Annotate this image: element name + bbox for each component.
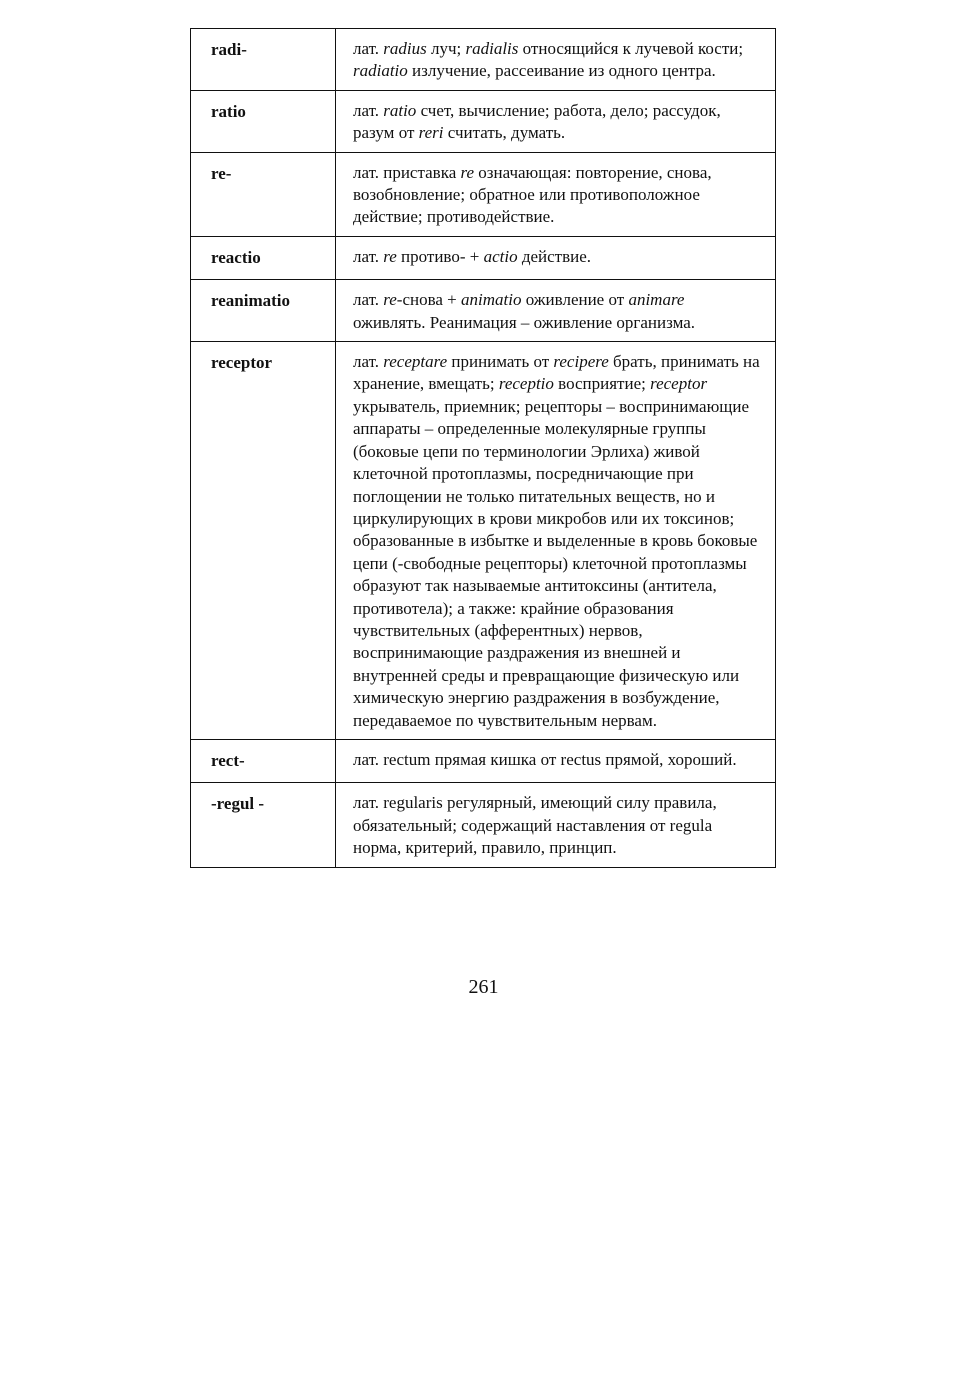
- table-row: [191, 152, 776, 236]
- table-row: [191, 29, 776, 91]
- table-row: [191, 783, 776, 867]
- definition-receptor: лат. receptare принимать от recipere брать, принимать на хранение, вмещать; receptio восприятие; receptor укрыватель, приемник; рецепторы – воспринимающие аппараты – определенные молекулярные группы (боковые цепи по терминологии Эрлиха) живой клеточной протоплазмы, посредничающие при поглощении не только питательных веществ, но и циркулирующих в крови микробов или их токсинов; образованные в избытке и выделенные в кровь боковые цепи (-свободные рецепторы) клеточной протоплазмы образуют так называемые антитоксины (антитела, противотела); а также: крайние образования чувствительных (афферентных) нервов, воспринимающие раздражения из внешней и внутренней среды и превращающие физическую или химическую энергию раздражения в возбуждение, передаваемое по чувствительным нервам.: [336, 342, 776, 740]
- table-row: [191, 739, 776, 782]
- glossary-body: [191, 29, 776, 868]
- table-row: [191, 90, 776, 152]
- term-radi: radi-: [191, 29, 336, 91]
- term-receptor: receptor: [191, 342, 336, 740]
- definition-regul: лат. regularis регулярный, имеющий силу правила, обязательный; содержащий наставления от regula норма, критерий, правило, принцип.: [336, 783, 776, 867]
- definition-reanimatio: лат. re-снова + animatio оживление от animare оживлять. Реанимация – оживление организма.: [336, 280, 776, 342]
- term-reactio: reactio: [191, 236, 336, 279]
- definition-re: лат. приставка re означающая: повторение, снова, возобновление; обратное или противоположное действие; противодействие.: [336, 152, 776, 236]
- glossary-table: [190, 28, 776, 868]
- table-row: [191, 236, 776, 279]
- definition-reactio: лат. re противо- + actio действие.: [336, 236, 776, 279]
- term-re: re-: [191, 152, 336, 236]
- term-reanimatio: reanimatio: [191, 280, 336, 342]
- page-number: 261: [468, 976, 499, 998]
- term-rect: rect-: [191, 739, 336, 782]
- table-row: [191, 280, 776, 342]
- term-ratio: ratio: [191, 90, 336, 152]
- table-row: [191, 342, 776, 740]
- definition-rect: лат. rectum прямая кишка от rectus прямой, хороший.: [336, 739, 776, 782]
- definition-radi: лат. radius луч; radialis относящийся к лучевой кости; radiatio излучение, рассеивание из одного центра.: [336, 29, 776, 91]
- definition-ratio: лат. ratio счет, вычисление; работа, дело; рассудок, разум от reri считать, думать.: [336, 90, 776, 152]
- term-regul: -regul -: [191, 783, 336, 867]
